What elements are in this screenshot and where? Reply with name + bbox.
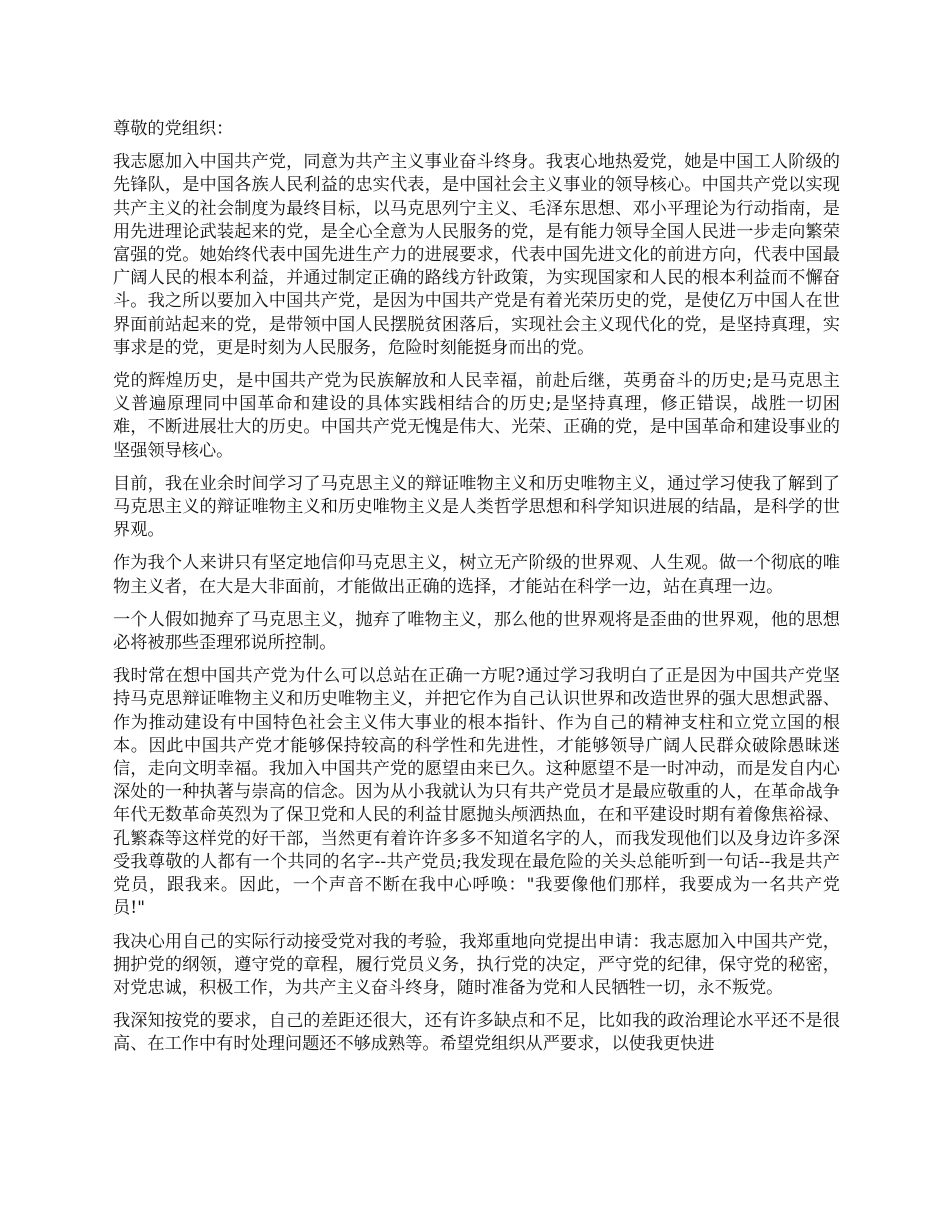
paragraph-4: 作为我个人来讲只有坚定地信仰马克思主义，树立无产阶级的世界观、人生观。做一个彻底的唯物主义者，在大是大非面前，才能做出正确的选择，才能站在科学一边，站在真理一边。: [113, 553, 840, 597]
document-page: [113, 118, 840, 1218]
paragraph-6: 我时常在想中国共产党为什么可以总站在正确一方呢?通过学习我明白了正是因为中国共产党坚持马克思辩证唯物主义和历史唯物主义，并把它作为自己认识世界和改造世界的强大思想武器、作为推动建设有中国特色社会主义伟大事业的根本指针、作为自己的精神支柱和立党立国的根本。因此中国共产党才能够保持较高的科学性和先进性，才能够领导广阔人民群众破除愚昧迷信，走向文明幸福。我加入中国共产党的愿望由来已久。这种愿望不是一时冲动，而是发自内心深处的一种执著与崇高的信念。因为从小我就认为只有共产党员才是最应敬重的人，在革命战争年代无数革命英烈为了保卫党和人民的利益甘愿抛头颅洒热血，在和平建设时期有着像焦裕禄、孔繁森等这样党的好干部，当然更有着许许多多不知道名字的人，而我发现他们以及身边许多深受我尊敬的人都有一个共同的名字--共产党员;我发现在最危险的关头总能听到一句话--我是共产党员，跟我来。因此，一个声音不断在我中心呼唤："我要像他们那样，我要成为一名共产党员!": [113, 666, 840, 919]
paragraph-3: 目前，我在业余时间学习了马克思主义的辩证唯物主义和历史唯物主义，通过学习使我了解到了马克思主义的辩证唯物主义和历史唯物主义是人类哲学思想和科学知识进展的结晶，是科学的世界观。: [113, 473, 840, 541]
paragraph-5: 一个人假如抛弃了马克思主义，抛弃了唯物主义，那么他的世界观将是歪曲的世界观，他的思想必将被那些歪理邪说所控制。: [113, 609, 840, 654]
paragraph-8: 我深知按党的要求，自己的差距还很大，还有许多缺点和不足，比如我的政治理论水平还不是很高、在工作中有时处理问题还不够成熟等。希望党组织从严要求，以使我更快进: [113, 1011, 840, 1055]
salutation: 尊敬的党组织：: [113, 119, 234, 139]
paragraph-2: 党的辉煌历史，是中国共产党为民族解放和人民幸福，前赴后继，英勇奋斗的历史;是马克思主义普遍原理同中国革命和建设的具体实践相结合的历史;是坚持真理，修正错误，战胜一切困难，不断进展壮大的历史。中国共产党无愧是伟大、光荣、正确的党，是中国革命和建设事业的坚强领导核心。: [113, 371, 840, 461]
paragraph-1: 我志愿加入中国共产党，同意为共产主义事业奋斗终身。我衷心地热爱党，她是中国工人阶级的先锋队，是中国各族人民利益的忠实代表，是中国社会主义事业的领导核心。中国共产党以实现共产主义的社会制度为最终目标，以马克思列宁主义、毛泽东思想、邓小平理论为行动指南，是用先进理论武装起来的党，是全心全意为人民服务的党，是有能力领导全国人民进一步走向繁荣富强的党。她始终代表中国先进生产力的进展要求，代表中国先进文化的前进方向，代表中国最广阔人民的根本利益，并通过制定正确的路线方针政策，为实现国家和人民的根本利益而不懈奋斗。我之所以要加入中国共产党，是因为中国共产党是有着光荣历史的党，是使亿万中国人在世界面前站起来的党，是带领中国人民摆脱贫困落后，实现社会主义现代化的党，是坚持真理，实事求是的党，更是时刻为人民服务，危险时刻能挺身而出的党。: [113, 152, 840, 358]
paragraph-7: 我决心用自己的实际行动接受党对我的考验，我郑重地向党提出申请：我志愿加入中国共产党，拥护党的纲领，遵守党的章程，履行党员义务，执行党的决定，严守党的纪律，保守党的秘密，对党忠诚，积极工作，为共产主义奋斗终身，随时准备为党和人民牺牲一切，永不叛党。: [113, 931, 840, 998]
